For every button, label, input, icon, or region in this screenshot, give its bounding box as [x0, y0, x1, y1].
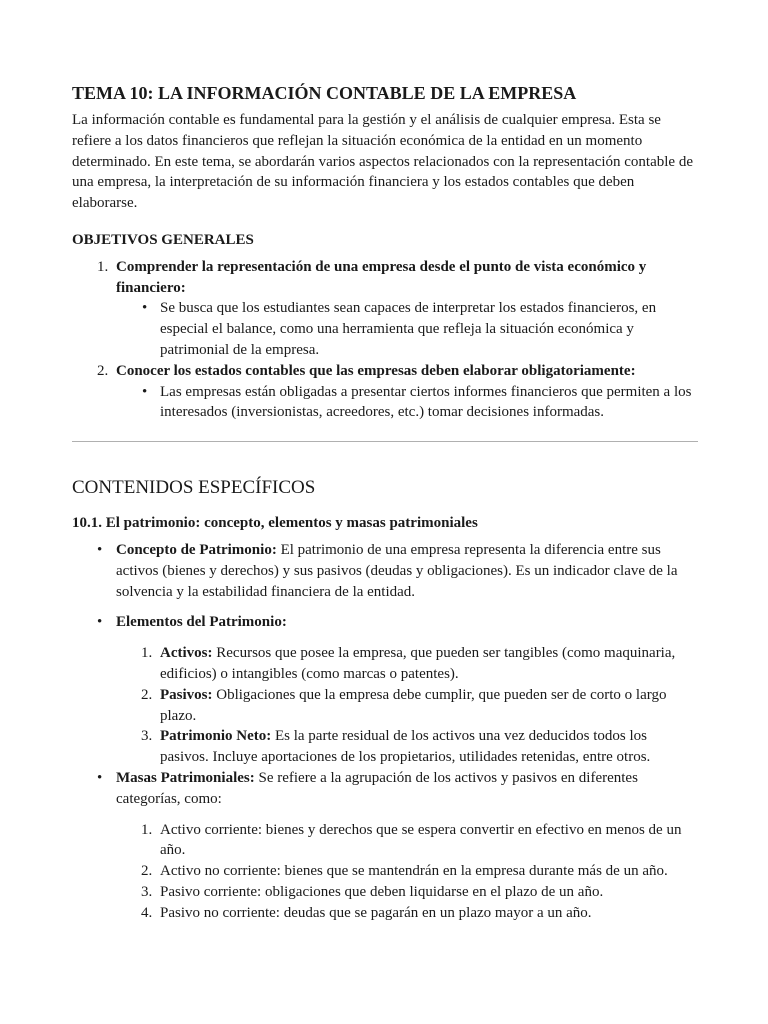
list-item	[72, 612, 698, 633]
list-item	[116, 861, 698, 882]
document-title: TEMA 10: LA INFORMACIÓN CONTABLE DE LA EMPRESA	[72, 83, 577, 103]
mass-text: Pasivo no corriente: deudas que se pagarán en un plazo mayor a un año.	[160, 904, 592, 921]
bullet-icon: •	[97, 769, 103, 786]
objectives-list	[72, 257, 698, 423]
element-text: Obligaciones que la empresa debe cumplir, que pueden ser de corto o largo plazo.	[160, 686, 667, 724]
list-number: 2.	[141, 863, 153, 880]
masses-label: Masas Patrimoniales:	[116, 769, 255, 786]
list-number: 3.	[141, 728, 153, 745]
objectives-heading: OBJETIVOS GENERALES	[72, 231, 254, 248]
concept-text: El patrimonio de una empresa representa la diferencia entre sus activos (bienes y derechos) y sus pasivos (deudas y obligaciones). Es un indicador clave de la solvencia y la estabilidad financiera de la entidad.	[116, 541, 678, 600]
list-number: 1.	[141, 821, 153, 838]
list-item	[116, 726, 698, 768]
list-item	[116, 903, 698, 924]
bullet-icon: •	[97, 614, 103, 631]
list-item	[116, 298, 698, 360]
list-item	[116, 882, 698, 903]
contents-list	[72, 540, 698, 924]
objective-detail	[72, 298, 698, 360]
element-label: Patrimonio Neto:	[160, 728, 272, 745]
mass-text: Activo corriente: bienes y derechos que se espera convertir en efectivo en menos de un año.	[160, 821, 682, 859]
list-number: 1.	[97, 258, 109, 275]
objective-item	[72, 361, 698, 382]
objective-title: Comprender la representación de una empresa desde el punto de vista económico y financiero:	[116, 258, 647, 296]
objective-detail	[72, 382, 698, 424]
list-item	[72, 768, 698, 810]
mass-text: Pasivo corriente: obligaciones que deben liquidarse en el plazo de un año.	[160, 883, 604, 900]
objective-title: Conocer los estados contables que las empresas deben elaborar obligatoriamente:	[116, 362, 636, 379]
element-text: Recursos que posee la empresa, que pueden ser tangibles (como maquinaria, edificios) o intangibles (como marcas o patentes).	[160, 645, 676, 682]
elements-label: Elementos del Patrimonio:	[116, 614, 287, 631]
element-label: Activos:	[160, 645, 213, 662]
list-item	[116, 820, 698, 862]
list-item	[116, 685, 698, 727]
bullet-icon: •	[97, 541, 103, 558]
element-label: Pasivos:	[160, 686, 213, 703]
elements-detail	[72, 643, 698, 768]
list-number: 1.	[141, 645, 153, 662]
list-number: 2.	[141, 686, 153, 703]
objective-item	[72, 257, 698, 299]
list-item	[116, 382, 698, 424]
section-divider	[72, 441, 698, 442]
objective-bullet-text: Se busca que los estudiantes sean capaces de interpretar los estados financieros, en especial el balance, como una herramienta que refleja la situación económica y patrimonial de la empresa.	[160, 300, 657, 358]
objective-bullets	[116, 298, 698, 360]
section-subheading: 10.1. El patrimonio: concepto, elementos y masas patrimoniales	[72, 515, 478, 532]
bullet-icon: •	[142, 383, 148, 400]
list-number: 4.	[141, 904, 153, 921]
masses-detail	[72, 820, 698, 924]
contents-heading: CONTENIDOS ESPECÍFICOS	[72, 477, 316, 499]
masses-text: Se refiere a la agrupación de los activos y pasivos en diferentes categorías, como:	[116, 769, 638, 807]
list-number: 2.	[97, 362, 109, 379]
bullet-icon: •	[142, 300, 148, 317]
intro-paragraph: La información contable es fundamental para la gestión y el análisis de cualquier empresa. Esta se refiere a los datos financieros que reflejan la situación económica de la entidad en un momento determinado. En este tema, se abordarán varios aspectos relacionados con la representación contable de una empresa, la interpretación de su información financiera y los estados contables que deben elaborarse.	[72, 112, 693, 212]
element-text: Es la parte residual de los activos una vez deducidos todos los pasivos. Incluye aportaciones de los propietarios, utilidades retenidas, entre otros.	[160, 728, 651, 766]
objective-bullets	[116, 382, 698, 424]
elements-list	[116, 643, 698, 768]
objective-bullet-text: Las empresas están obligadas a presentar ciertos informes financieros que permiten a los interesados (inversionistas, acreedores, etc.) tomar decisiones informadas.	[160, 383, 692, 421]
masses-list	[116, 820, 698, 924]
list-number: 3.	[141, 883, 153, 900]
concept-label: Concepto de Patrimonio:	[116, 541, 277, 558]
mass-text: Activo no corriente: bienes que se mantendrán en la empresa durante más de un año.	[160, 863, 668, 880]
list-item	[72, 540, 698, 602]
list-item	[116, 643, 698, 685]
document-content	[72, 81, 698, 924]
